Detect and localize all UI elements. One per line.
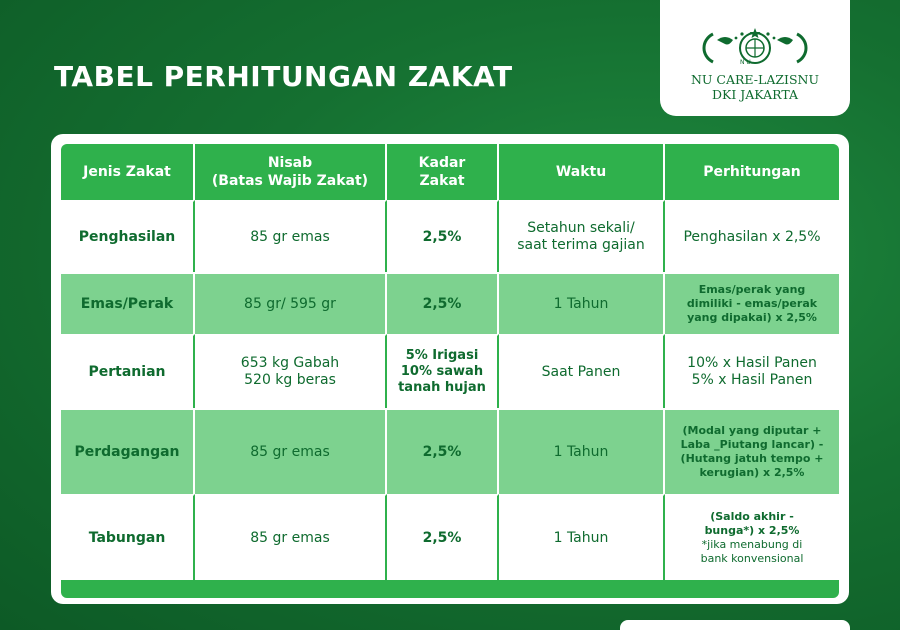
- cell-perhitungan: Emas/perak yang dimiliki - emas/perak yang dipakai) x 2,5%: [665, 272, 839, 334]
- cell-kadar: 2,5%: [387, 408, 499, 494]
- bottom-tab-decoration: [620, 620, 850, 630]
- cell-jenis: Tabungan: [61, 494, 195, 580]
- emblem-letter-n: N U: [740, 59, 751, 66]
- table-row-penghasilan: [61, 200, 839, 272]
- zakat-table: [61, 144, 839, 580]
- table-header-row: [61, 144, 839, 200]
- cell-jenis: Penghasilan: [61, 200, 195, 272]
- perhitungan-note: *jika menabung di bank konvensional: [700, 538, 804, 565]
- logo-org-name: NU CARE-LAZISNU: [690, 72, 819, 87]
- table-row-pertanian: [61, 334, 839, 408]
- cell-perhitungan: 10% x Hasil Panen 5% x Hasil Panen: [665, 334, 839, 408]
- cell-nisab: 85 gr emas: [195, 200, 387, 272]
- cell-kadar: 2,5%: [387, 494, 499, 580]
- cell-waktu: 1 Tahun: [499, 408, 665, 494]
- cell-waktu: 1 Tahun: [499, 272, 665, 334]
- cell-nisab: 85 gr emas: [195, 408, 387, 494]
- cell-nisab: 85 gr emas: [195, 494, 387, 580]
- header-kadar-zakat: Kadar Zakat: [387, 144, 499, 200]
- header-jenis-zakat: Jenis Zakat: [61, 144, 195, 200]
- logo-card: [660, 0, 850, 116]
- table-row-emas-perak: [61, 272, 839, 334]
- header-waktu: Waktu: [499, 144, 665, 200]
- cell-kadar: 2,5%: [387, 200, 499, 272]
- nu-emblem-icon: [695, 26, 815, 66]
- cell-jenis: Emas/Perak: [61, 272, 195, 334]
- cell-waktu: Setahun sekali/ saat terima gajian: [499, 200, 665, 272]
- table-frame: [61, 144, 839, 598]
- cell-perhitungan: Penghasilan x 2,5%: [665, 200, 839, 272]
- header-perhitungan: Perhitungan: [703, 164, 801, 180]
- header-nisab: Nisab (Batas Wajib Zakat): [195, 144, 387, 200]
- cell-jenis: Perdagangan: [61, 408, 195, 494]
- cell-kadar: 5% Irigasi 10% sawah tanah hujan: [387, 334, 499, 408]
- cell-kadar: 2,5%: [387, 272, 499, 334]
- cell-nisab: 85 gr/ 595 gr: [195, 272, 387, 334]
- page-title: TABEL PERHITUNGAN ZAKAT: [54, 60, 513, 93]
- cell-jenis: Pertanian: [61, 334, 195, 408]
- logo-region: DKI JAKARTA: [711, 87, 799, 102]
- cell-perhitungan: (Modal yang diputar + Laba _Piutang lancar) - (Hutang jatuh tempo + kerugian) x 2,5%: [665, 408, 839, 494]
- perhitungan-main: (Saldo akhir - bunga*) x 2,5%: [704, 510, 800, 537]
- table-row-perdagangan: [61, 408, 839, 494]
- cell-perhitungan: [665, 494, 839, 580]
- table-card: [51, 134, 849, 604]
- cell-nisab: 653 kg Gabah 520 kg beras: [195, 334, 387, 408]
- table-row-tabungan: [61, 494, 839, 580]
- cell-waktu: Saat Panen: [499, 334, 665, 408]
- cell-waktu: 1 Tahun: [499, 494, 665, 580]
